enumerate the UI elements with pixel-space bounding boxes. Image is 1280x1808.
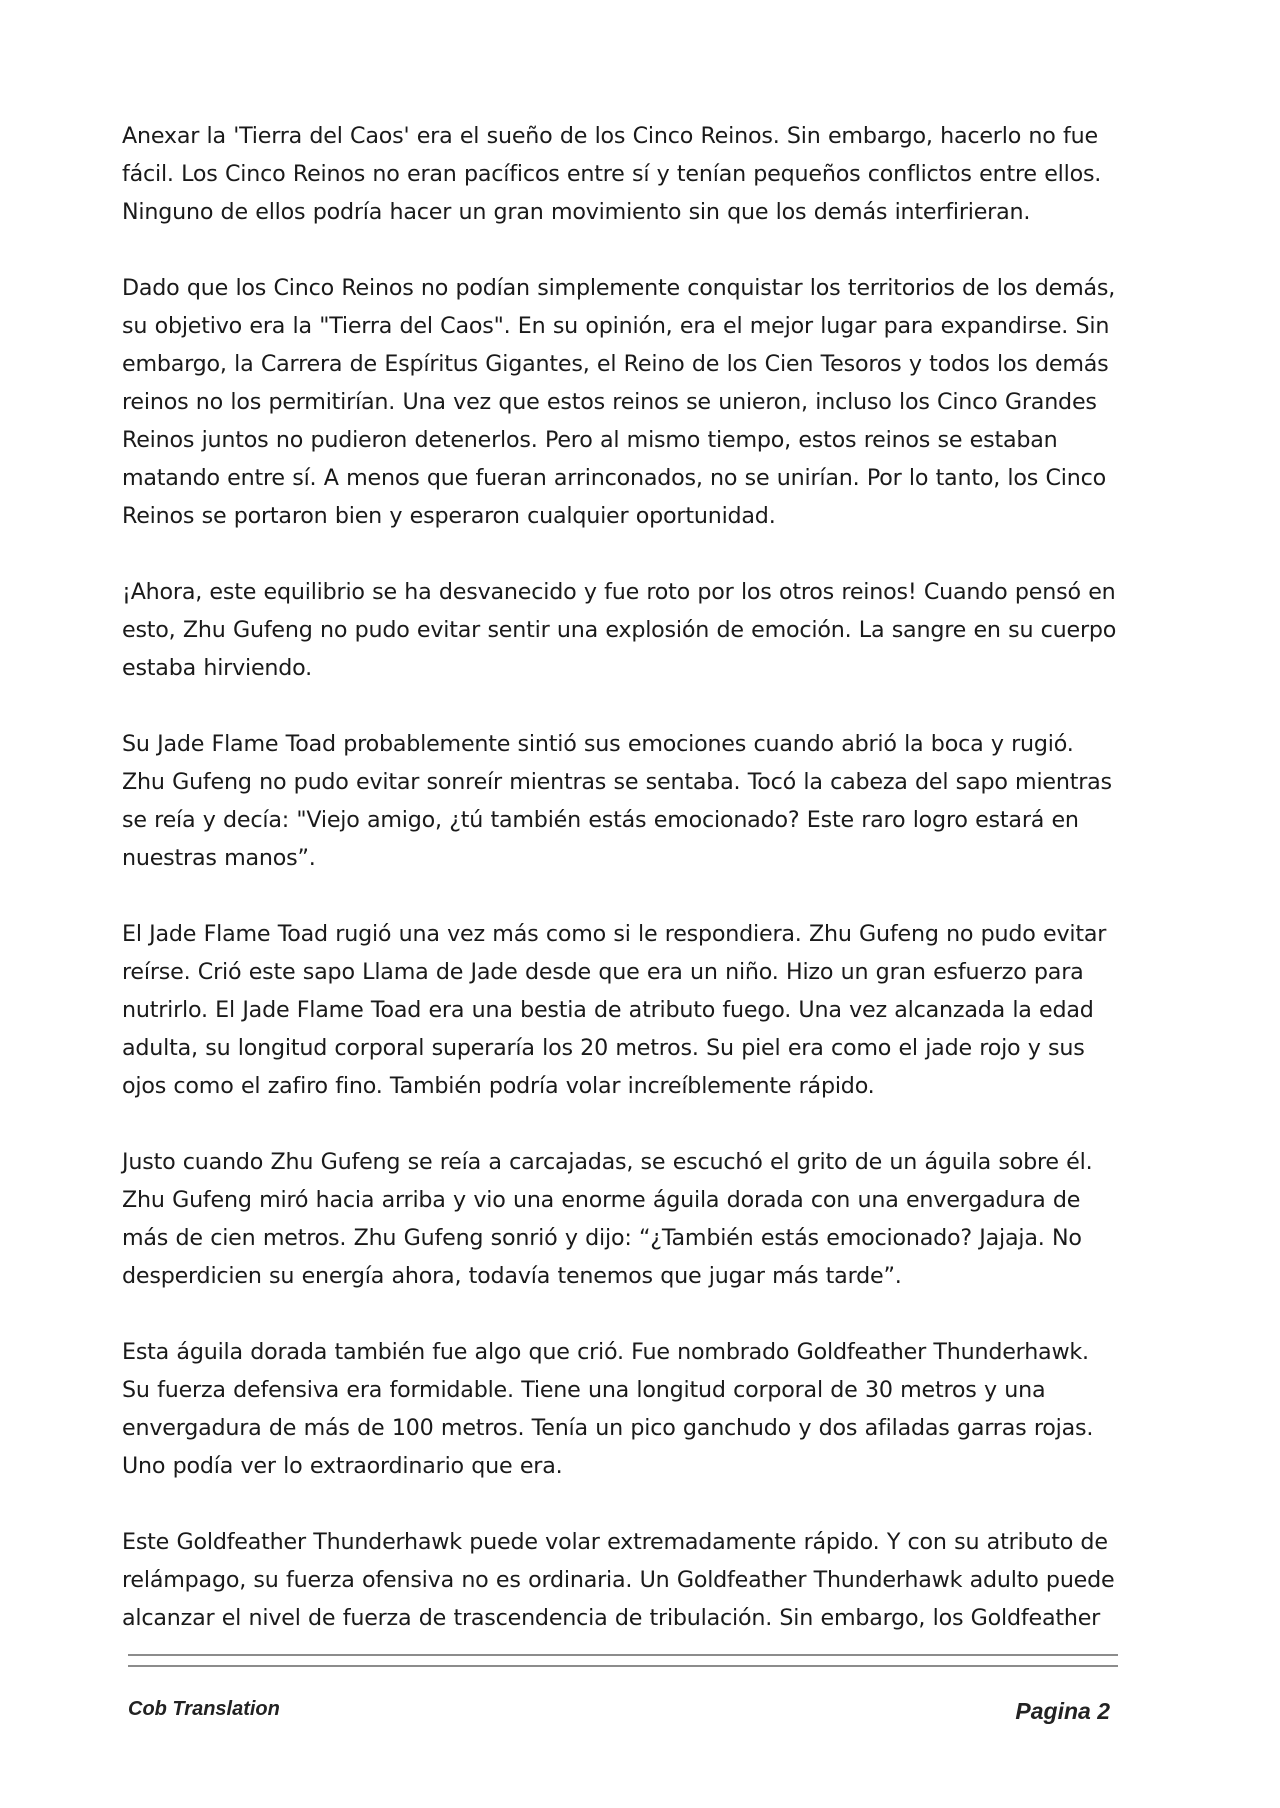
paragraph: ¡Ahora, este equilibrio se ha desvanecido y fue roto por los otros reinos! Cuando pensó en esto, Zhu Gufeng no pudo evitar sentir una explosión de emoción. La sangre en su cuerpo estaba hirviendo. xyxy=(122,579,1117,681)
document-body xyxy=(122,117,1122,1675)
footer-rule-bottom xyxy=(128,1665,1118,1667)
footer-rule-top xyxy=(128,1654,1118,1656)
footer-page-number: Pagina 2 xyxy=(1015,1698,1110,1724)
paragraph: Justo cuando Zhu Gufeng se reía a carcajadas, se escuchó el grito de un águila sobre él. Zhu Gufeng miró hacia arriba y vio una enorme águila dorada con una envergadura de más de cien metros. Zhu Gufeng sonrió y dijo: “¿También estás emocionado? Jajaja. No desperdicien su energía ahora, todavía tenemos que jugar más tarde”. xyxy=(122,1149,1093,1289)
paragraph: Este Goldfeather Thunderhawk puede volar extremadamente rápido. Y con su atributo de relámpago, su fuerza ofensiva no es ordinaria. Un Goldfeather Thunderhawk adulto puede alcanzar el nivel de fuerza de trascendencia de tribulación. Sin embargo, los Goldfeather xyxy=(122,1529,1115,1631)
footer-divider xyxy=(128,1654,1118,1667)
paragraph: El Jade Flame Toad rugió una vez más como si le respondiera. Zhu Gufeng no pudo evitar reírse. Crió este sapo Llama de Jade desde que era un niño. Hizo un gran esfuerzo para nutrirlo. El Jade Flame Toad era una bestia de atributo fuego. Una vez alcanzada la edad adulta, su longitud corporal superaría los 20 metros. Su piel era como el jade rojo y sus ojos como el zafiro fino. También podría volar increíblemente rápido. xyxy=(122,921,1107,1099)
footer-translator-label: Cob Translation xyxy=(128,1698,280,1720)
paragraph: Dado que los Cinco Reinos no podían simplemente conquistar los territorios de los demás, su objetivo era la "Tierra del Caos". En su opinión, era el mejor lugar para expandirse. Sin embargo, la Carrera de Espíritus Gigantes, el Reino de los Cien Tesoros y todos los demás reinos no los permitirían. Una vez que estos reinos se unieron, incluso los Cinco Grandes Reinos juntos no pudieron detenerlos. Pero al mismo tiempo, estos reinos se estaban matando entre sí. A menos que fueran arrinconados, no se unirían. Por lo tanto, los Cinco Reinos se portaron bien y esperaron cualquier oportunidad. xyxy=(122,275,1116,529)
paragraph: Su Jade Flame Toad probablemente sintió sus emociones cuando abrió la boca y rugió. Zhu Gufeng no pudo evitar sonreír mientras se sentaba. Tocó la cabeza del sapo mientras se reía y decía: "Viejo amigo, ¿tú también estás emocionado? Este raro logro estará en nuestras manos”. xyxy=(122,731,1112,871)
paragraph: Anexar la 'Tierra del Caos' era el sueño de los Cinco Reinos. Sin embargo, hacerlo no fue fácil. Los Cinco Reinos no eran pacíficos entre sí y tenían pequeños conflictos entre ellos. Ninguno de ellos podría hacer un gran movimiento sin que los demás interfirieran. xyxy=(122,123,1102,225)
paragraph: Esta águila dorada también fue algo que crió. Fue nombrado Goldfeather Thunderhawk. Su fuerza defensiva era formidable. Tiene una longitud corporal de 30 metros y una envergadura de más de 100 metros. Tenía un pico ganchudo y dos afiladas garras rojas. Uno podía ver lo extraordinario que era. xyxy=(122,1339,1094,1479)
